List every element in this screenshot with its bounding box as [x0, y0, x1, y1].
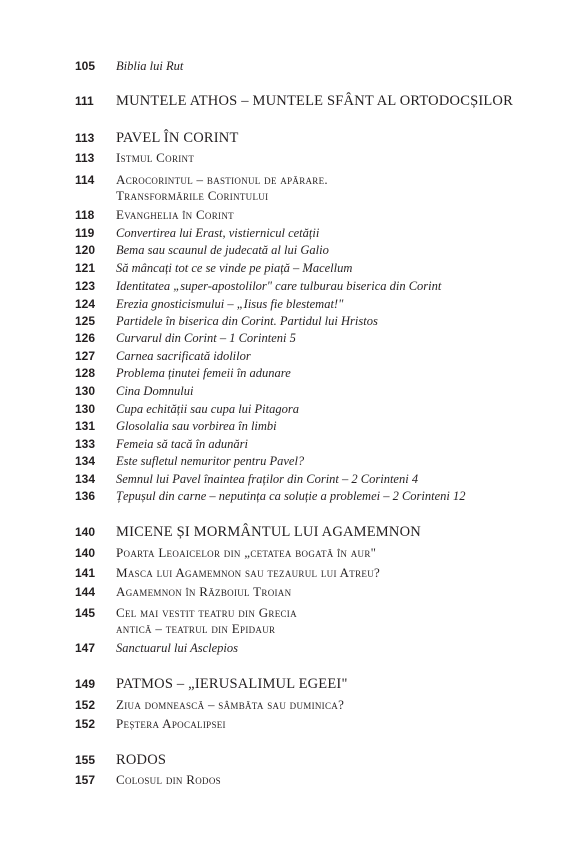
entry-title-line: Acrocorintul – bastionul de apărare. — [116, 172, 328, 187]
entry-title — [116, 313, 536, 329]
page-number: 140 — [75, 546, 96, 560]
entry-title — [116, 260, 536, 276]
page-number: 133 — [75, 437, 96, 451]
page-number: 121 — [75, 261, 96, 275]
entry-title — [116, 242, 536, 258]
entry-title — [116, 348, 536, 364]
entry-title-line: Glosolalia sau vorbirea în limbi — [116, 419, 277, 433]
entry-title-line: Curvarul din Corint – 1 Corinteni 5 — [116, 331, 296, 345]
page-number: 130 — [75, 384, 96, 398]
entry-title-line: Femeia să tacă în adunări — [116, 437, 248, 451]
entry-title-line: Identitatea „super-apostolilor" care tulburau biserica din Corint — [116, 279, 442, 293]
entry-title-line: Cina Domnului — [116, 384, 194, 398]
page-number: 124 — [75, 297, 96, 311]
page-number: 126 — [75, 331, 96, 345]
page-number: 145 — [75, 606, 96, 620]
entry-title-line: Biblia lui Rut — [116, 59, 184, 73]
page-number: 120 — [75, 243, 96, 257]
entry-title-line: Cel mai vestit teatru din Grecia — [116, 605, 297, 620]
entry-title — [116, 772, 536, 788]
entry-title-line: Partidele în biserica din Corint. Partidul lui Hristos — [116, 314, 378, 328]
page-number: 136 — [75, 489, 96, 503]
entry-title — [116, 225, 536, 241]
entry-title-line: Cupa echității sau cupa lui Pitagora — [116, 402, 299, 416]
page-number: 123 — [75, 279, 96, 293]
page-number: 157 — [75, 773, 96, 787]
entry-title-line: Sanctuarul lui Asclepios — [116, 641, 238, 655]
entry-title — [116, 716, 536, 732]
entry-title — [116, 93, 536, 110]
entry-title-line: MUNTELE ATHOS – MUNTELE SFÂNT AL ORTODOCȘILOR — [116, 93, 513, 109]
entry-title-line: Ziua domnească – sâmbăta sau duminica? — [116, 697, 345, 712]
entry-title-line: Problema ținutei femeii în adunare — [116, 366, 291, 380]
entry-title — [116, 401, 536, 417]
entry-title-line: Masca lui Agamemnon sau tezaurul lui Atreu? — [116, 565, 381, 580]
entry-title — [116, 418, 536, 434]
entry-title — [116, 150, 536, 166]
entry-title — [116, 207, 536, 223]
entry-title-line: Țepușul din carne – neputința ca soluție a problemei – 2 Corinteni 12 — [116, 489, 466, 503]
page-number: 149 — [75, 677, 96, 691]
page-number: 144 — [75, 585, 96, 599]
entry-title-line: Bema sau scaunul de judecată al lui Galio — [116, 243, 329, 257]
page-number: 140 — [75, 525, 96, 539]
page-number: 127 — [75, 349, 96, 363]
page-number: 119 — [75, 226, 95, 240]
entry-title — [116, 640, 536, 656]
entry-title-line: Este sufletul nemuritor pentru Pavel? — [116, 454, 305, 468]
entry-title-line: PAVEL ÎN CORINT — [116, 130, 239, 146]
entry-title-line: Peștera Apocalipsei — [116, 716, 226, 731]
page-number: 147 — [75, 641, 96, 655]
page-number: 134 — [75, 454, 96, 468]
page-number: 155 — [75, 753, 96, 767]
entry-title — [116, 296, 536, 312]
page-number: 131 — [75, 419, 96, 433]
page-number: 141 — [75, 566, 96, 580]
entry-title-line: Să mâncați tot ce se vinde pe piață – Macellum — [116, 261, 353, 275]
page-number: 113 — [75, 151, 95, 165]
entry-title-line: Transformările Corintului — [116, 188, 269, 203]
page-number: 118 — [75, 208, 95, 222]
entry-title — [116, 130, 536, 147]
entry-title-line: Agamemnon în Războiul Troian — [116, 584, 292, 599]
entry-title — [116, 365, 536, 381]
entry-title — [116, 383, 536, 399]
entry-title-line: Convertirea lui Erast, vistiernicul cetății — [116, 226, 320, 240]
entry-title — [116, 752, 536, 769]
entry-title-line: Carnea sacrificată idolilor — [116, 349, 251, 363]
entry-title — [116, 436, 536, 452]
entry-title-line: Evanghelia în Corint — [116, 207, 234, 222]
entry-title-line: Colosul din Rodos — [116, 772, 221, 787]
page-number: 130 — [75, 402, 96, 416]
page-number: 113 — [75, 131, 95, 145]
entry-title — [116, 584, 536, 600]
entry-title — [116, 524, 536, 541]
entry-title-line: antică – teatrul din Epidaur — [116, 621, 276, 636]
entry-title — [116, 471, 536, 487]
entry-title-line: MICENE ȘI MORMÂNTUL LUI AGAMEMNON — [116, 524, 421, 540]
entry-title — [116, 330, 536, 346]
entry-title-line: RODOS — [116, 752, 167, 768]
page-number: 152 — [75, 717, 96, 731]
page-number: 111 — [75, 94, 94, 108]
entry-title — [116, 545, 536, 561]
entry-title — [116, 697, 536, 713]
entry-title — [116, 278, 536, 294]
entry-title-line: Istmul Corint — [116, 150, 195, 165]
entry-title — [116, 565, 536, 581]
entry-title — [116, 58, 536, 74]
page-number: 114 — [75, 173, 95, 187]
page-number: 134 — [75, 472, 96, 486]
entry-title-line: Semnul lui Pavel înaintea fraților din Corint – 2 Corinteni 4 — [116, 472, 419, 486]
entry-title-line: Poarta Leoaicelor din „cetatea bogată în aur" — [116, 545, 377, 560]
page-number: 128 — [75, 366, 96, 380]
page-number: 105 — [75, 59, 96, 73]
entry-title — [116, 453, 536, 469]
entry-title-line: PATMOS – „IERUSALIMUL EGEEI" — [116, 676, 348, 692]
entry-title — [116, 676, 536, 693]
page-number: 152 — [75, 698, 96, 712]
entry-title — [116, 488, 536, 504]
entry-title-line: Erezia gnosticismului – „Iisus fie blestemat!" — [116, 297, 344, 311]
page-number: 125 — [75, 314, 96, 328]
entry-title — [116, 605, 536, 637]
entry-title — [116, 172, 536, 204]
